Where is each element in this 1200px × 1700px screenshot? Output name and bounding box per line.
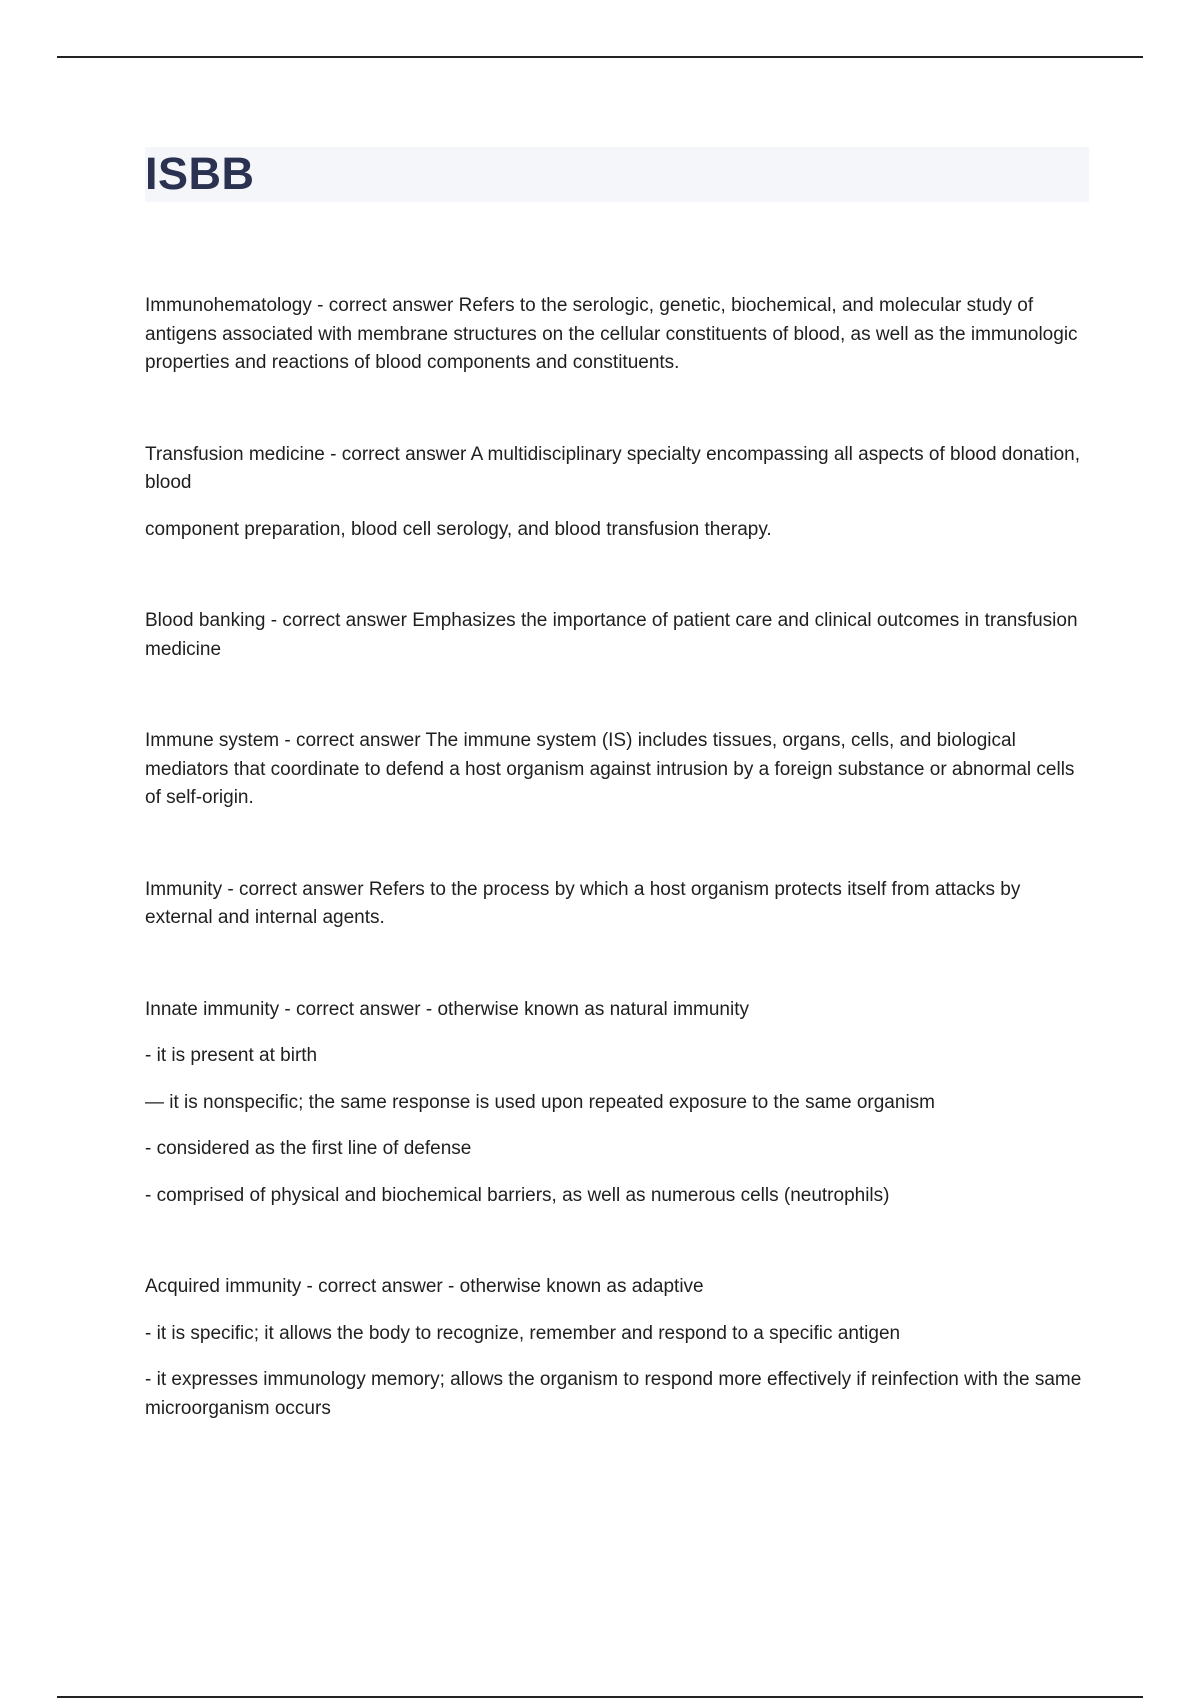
entry-paragraph: - it expresses immunology memory; allows the organism to respond more effectively if reinfection with the same microorganism occurs xyxy=(145,1369,1082,1419)
entry-paragraph: - considered as the first line of defense xyxy=(145,1138,472,1159)
entry-paragraph: - comprised of physical and biochemical barriers, as well as numerous cells (neutrophils) xyxy=(145,1184,890,1206)
entry-paragraph: - it is present at birth xyxy=(145,1045,318,1066)
entry-paragraph: component preparation, blood cell serology, and blood transfusion therapy. xyxy=(145,518,772,540)
entry-paragraph: Immunity - correct answer Refers to the process by which a host organism protects itself from attacks by external and internal agents. xyxy=(145,878,1021,928)
page-title: ISBB xyxy=(145,148,255,199)
entry-acquired-immunity xyxy=(145,1273,1085,1423)
entry-innate-immunity xyxy=(145,996,1085,1211)
entry-paragraph: Transfusion medicine - correct answer A multidisciplinary specialty encompassing all aspects of blood donation, blood xyxy=(145,443,1080,493)
entry-immunity xyxy=(145,876,1085,933)
entry-paragraph: Innate immunity - correct answer - otherwise known as natural immunity xyxy=(145,998,750,1020)
entry-immune-system xyxy=(145,727,1085,813)
entry-paragraph: Immune system - correct answer The immune system (IS) includes tissues, organs, cells, and biological mediators that coordinate to defend a host organism against intrusion by a foreign substance or abnormal cells of self-origin. xyxy=(145,730,1075,808)
entry-transfusion-medicine xyxy=(145,441,1085,545)
entry-immunohematology xyxy=(145,292,1085,378)
entry-paragraph: Blood banking - correct answer Emphasizes the importance of patient care and clinical outcomes in transfusion medicine xyxy=(145,610,1078,660)
document-body xyxy=(145,292,1085,1486)
entry-paragraph: — it is nonspecific; the same response is used upon repeated exposure to the same organism xyxy=(145,1091,935,1113)
entry-paragraph: Immunohematology - correct answer Refers to the serologic, genetic, biochemical, and molecular study of antigens associated with membrane structures on the cellular constituents of blood, as well as the immunologic properties and reactions of blood components and constituents. xyxy=(145,295,1078,373)
entry-blood-banking xyxy=(145,607,1085,664)
top-divider xyxy=(57,56,1143,58)
entry-paragraph: - it is specific; it allows the body to recognize, remember and respond to a specific antigen xyxy=(145,1322,901,1344)
bottom-divider xyxy=(57,1696,1143,1698)
title-band xyxy=(145,147,1089,202)
entry-paragraph: Acquired immunity - correct answer - otherwise known as adaptive xyxy=(145,1276,704,1297)
